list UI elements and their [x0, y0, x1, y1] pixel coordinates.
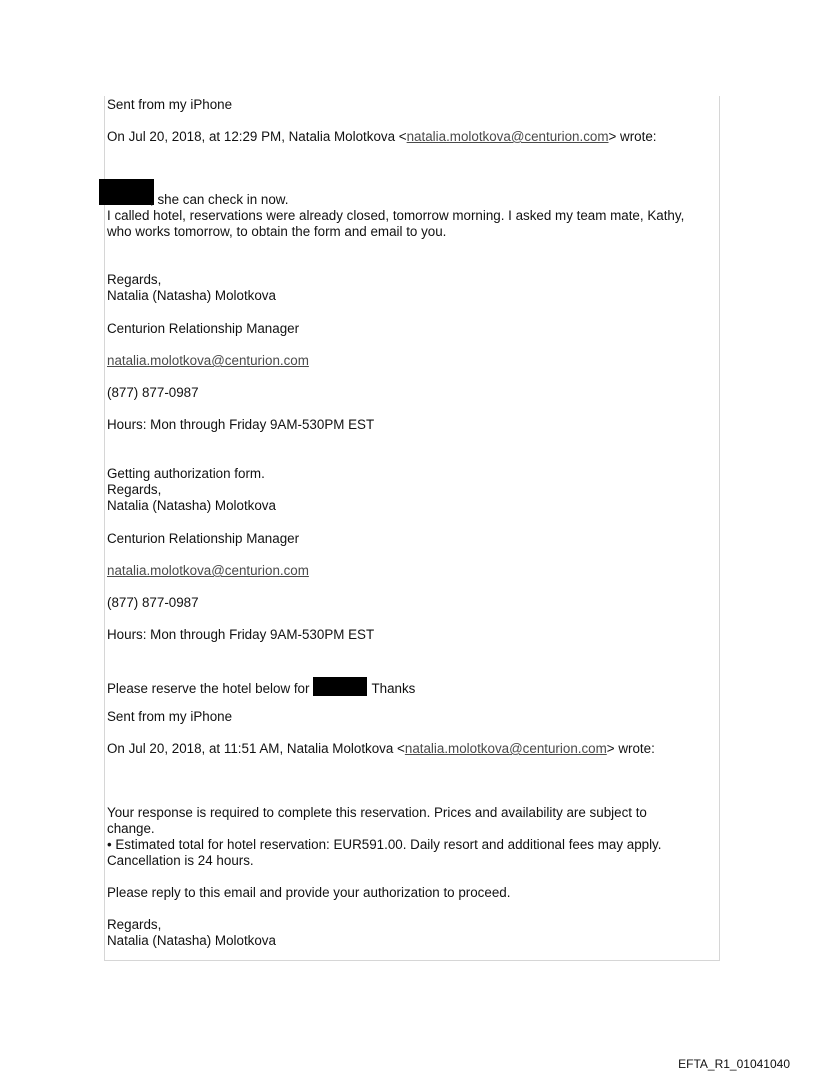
quoted-header-suffix: > wrote: [608, 129, 657, 144]
message-line: Your response is required to complete this reservation. Prices and availability are subject to [107, 805, 647, 820]
signature-name: Natalia (Natasha) Molotkova [107, 498, 276, 513]
message-line: Please reply to this email and provide your authorization to proceed. [107, 885, 511, 900]
message-line: who works tomorrow, to obtain the form and email to you. [107, 224, 447, 239]
message-line [107, 677, 415, 697]
signature-hours: Hours: Mon through Friday 9AM-530PM EST [107, 417, 375, 432]
signature-email-link[interactable]: natalia.molotkova@centurion.com [107, 353, 309, 368]
sent-from-iphone: Sent from my iPhone [107, 709, 233, 724]
quoted-header-prefix: On Jul 20, 2018, at 11:51 AM, Natalia Molotkova < [107, 741, 405, 756]
sent-from-iphone: Sent from my iPhone [107, 97, 233, 112]
message-suffix: Thanks [371, 681, 416, 696]
quoted-header [107, 129, 657, 145]
signature-name: Natalia (Natasha) Molotkova [107, 288, 276, 303]
signature-email-link[interactable]: natalia.molotkova@centurion.com [107, 563, 309, 578]
redaction-box [99, 179, 154, 205]
signature-hours: Hours: Mon through Friday 9AM-530PM EST [107, 627, 375, 642]
quoted-header-prefix: On Jul 20, 2018, at 12:29 PM, Natalia Molotkova < [107, 129, 407, 144]
document-id: EFTA_R1_01041040 [678, 1057, 790, 1071]
message-line: Getting authorization form. [107, 466, 265, 481]
signature-regards: Regards, [107, 917, 162, 932]
signature-regards: Regards, [107, 482, 162, 497]
email-link[interactable]: natalia.molotkova@centurion.com [406, 129, 609, 144]
quoted-header-suffix: > wrote: [606, 741, 655, 756]
message-line: • Estimated total for hotel reservation: EUR591.00. Daily resort and additional fees may apply. [107, 837, 662, 852]
signature-title: Centurion Relationship Manager [107, 321, 300, 336]
message-prefix: Please reserve the hotel below for [107, 681, 310, 696]
signature-name: Natalia (Natasha) Molotkova [107, 933, 276, 948]
quoted-header [107, 741, 655, 757]
message-line: Cancellation is 24 hours. [107, 853, 254, 868]
message-line: , she can check in now. [150, 192, 289, 207]
signature-regards: Regards, [107, 272, 162, 287]
redaction-box [313, 677, 367, 696]
signature-title: Centurion Relationship Manager [107, 531, 300, 546]
email-link[interactable]: natalia.molotkova@centurion.com [404, 741, 607, 756]
signature-phone: (877) 877-0987 [107, 595, 199, 610]
message-line: I called hotel, reservations were already closed, tomorrow morning. I asked my team mate, Kathy, [107, 208, 685, 223]
signature-phone: (877) 877-0987 [107, 385, 199, 400]
message-line: change. [107, 821, 155, 836]
